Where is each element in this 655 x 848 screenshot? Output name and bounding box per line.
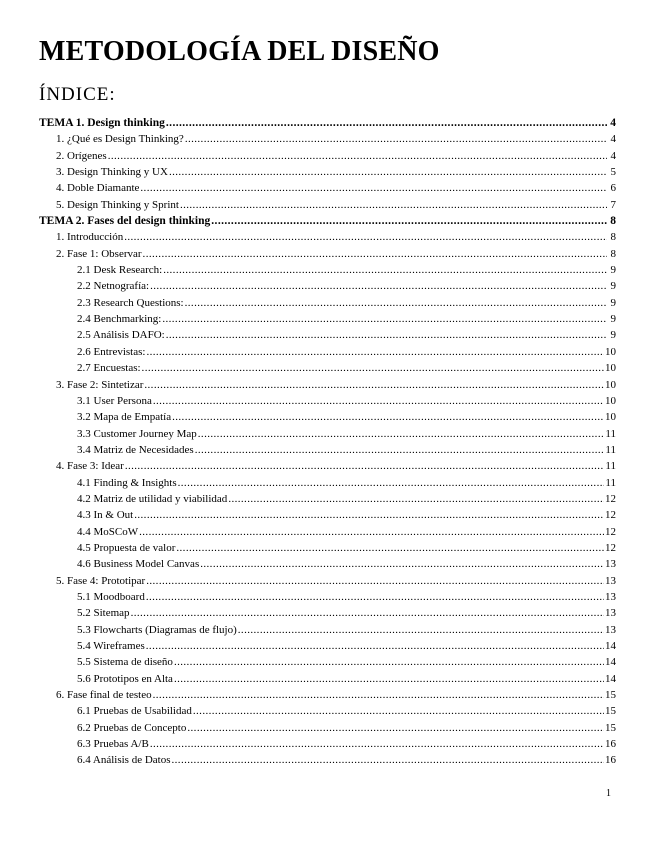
toc-entry[interactable] [39,379,616,395]
toc-dot-leader [195,444,605,456]
toc-dot-leader [146,346,604,358]
toc-entry-page: 11 [605,427,616,440]
toc-entry-page: 5 [610,166,616,179]
toc-entry[interactable] [39,182,616,198]
toc-entry[interactable] [39,133,616,149]
toc-entry-title: 5.4 Wireframes [77,640,145,652]
toc-dot-leader [139,526,604,538]
toc-entry-title: 5.3 Flowcharts (Diagramas de flujo) [77,623,237,636]
toc-entry-title: 4.2 Matriz de utilidad y viabilidad [77,492,228,505]
toc-entry[interactable] [39,575,616,591]
toc-entry-title: 1. Introducción [56,231,124,244]
toc-entry-page: 13 [605,558,616,571]
toc-entry-page: 14 [605,656,616,669]
toc-dot-leader [180,199,607,211]
toc-entry-page: 6 [610,182,616,195]
toc-entry[interactable] [39,215,616,231]
toc-entry-page: 14 [605,640,616,652]
toc-entry-title: 2.5 Análisis DAFO: [77,329,165,342]
toc-entry-title: 6.1 Pruebas de Usabilidad [77,705,192,718]
toc-dot-leader [211,215,607,227]
toc-entry-title: 2.2 Netnografía: [77,280,150,293]
toc-entry[interactable] [39,738,616,754]
toc-entry-page: 14 [605,672,616,685]
toc-entry-page: 15 [605,689,616,702]
toc-entry-title: 4.3 In & Out [77,509,134,522]
toc-entry[interactable] [39,754,616,770]
toc-entry[interactable] [39,248,616,264]
toc-entry-title: 4.4 MoSCoW [77,525,139,538]
toc-entry[interactable] [39,477,616,493]
toc-entry[interactable] [39,624,616,640]
toc-entry-page: 8 [610,215,616,228]
toc-entry-title: 3. Fase 2: Sintetizar [56,378,144,391]
toc-entry-title: 5. Design Thinking y Sprint [56,198,179,211]
toc-entry-page: 9 [610,296,616,309]
toc-entry-page: 10 [605,411,616,424]
toc-dot-leader [185,297,607,309]
toc-dot-leader [125,460,605,472]
toc-dot-leader [150,738,604,750]
toc-entry-page: 12 [605,509,616,522]
toc-entry-title: 3.3 Customer Journey Map [77,427,197,440]
toc-dot-leader [146,575,604,587]
toc-dot-leader [162,313,607,325]
toc-entry[interactable] [39,689,616,705]
toc-entry[interactable] [39,640,616,656]
toc-entry-page: 9 [610,329,616,342]
toc-entry[interactable] [39,264,616,280]
toc-entry-page: 16 [605,738,616,751]
toc-dot-leader [228,493,604,505]
toc-entry-page: 8 [610,231,616,244]
toc-entry[interactable] [39,117,616,133]
toc-entry[interactable] [39,493,616,509]
toc-dot-leader [176,542,604,554]
toc-entry-title: 2. Fase 1: Observar [56,247,142,260]
toc-dot-leader [153,395,604,407]
toc-entry[interactable] [39,705,616,721]
toc-entry-page: 10 [605,362,616,375]
toc-entry-title: 2.7 Encuestas: [77,362,141,375]
toc-entry[interactable] [39,444,616,460]
toc-entry-title: 4. Doble Diamante [56,182,140,195]
toc-dot-leader [131,607,604,619]
toc-entry-page: 16 [605,754,616,767]
toc-entry-page: 13 [605,607,616,620]
toc-entry-title: 2.4 Benchmarking: [77,313,162,326]
toc-entry-title: 2. Orígenes [56,149,107,162]
toc-entry[interactable] [39,722,616,738]
toc-dot-leader [200,558,604,570]
toc-entry[interactable] [39,542,616,558]
toc-entry-title: 6.2 Pruebas de Concepto [77,721,187,734]
toc-entry-page: 9 [610,280,616,293]
toc-dot-leader [178,477,605,489]
toc-entry-title: 5.2 Sitemap [77,607,130,620]
toc-entry[interactable] [39,656,616,672]
toc-entry-title: 4.1 Finding & Insights [77,476,177,489]
toc-entry-page: 12 [605,492,616,505]
toc-dot-leader [172,754,605,766]
toc-entry[interactable] [39,591,616,607]
toc-dot-leader [124,231,607,243]
toc-dot-leader [185,133,607,145]
toc-entry-title: 4. Fase 3: Idear [56,460,124,473]
toc-dot-leader [166,329,607,341]
toc-entry-title: 5.1 Moodboard [77,590,145,603]
toc-entry[interactable] [39,607,616,623]
toc-dot-leader [187,722,604,734]
toc-dot-leader [166,117,607,129]
toc-entry[interactable] [39,428,616,444]
toc-entry[interactable] [39,346,616,362]
toc-entry-title: 2.3 Research Questions: [77,296,184,309]
toc-entry-title: 2.6 Entrevistas: [77,345,146,358]
toc-entry-page: 13 [605,590,616,603]
toc-entry[interactable] [39,362,616,378]
toc-entry[interactable] [39,231,616,247]
toc-dot-leader [134,509,604,521]
toc-dot-leader [144,379,604,391]
toc-entry-page: 11 [605,476,616,489]
toc-entry-page: 15 [605,721,616,734]
toc-dot-leader [174,673,604,685]
toc-entry-title: 4.6 Business Model Canvas [77,558,200,571]
toc-entry[interactable] [39,166,616,182]
document-title: METODOLOGÍA DEL DISEÑO [39,36,440,67]
toc-dot-leader [146,640,604,652]
toc-entry[interactable] [39,558,616,574]
toc-entry[interactable] [39,199,616,215]
toc-dot-leader [108,150,607,162]
toc-entry-title: 3.2 Mapa de Empatía [77,411,172,424]
toc-dot-leader [198,428,605,440]
toc-entry-title: 6. Fase final de testeo [56,689,152,702]
toc-dot-leader [146,591,604,603]
toc-entry-title: 6.3 Pruebas A/B [77,738,149,751]
page-number: 1 [606,788,611,799]
toc-entry-title: 5.6 Prototipos en Alta [77,672,173,685]
toc-entry-title: TEMA 2. Fases del design thinking [39,215,211,228]
toc-entry-page: 12 [605,541,616,554]
toc-entry-page: 13 [605,623,616,636]
toc-entry-title: 1. ¿Qué es Design Thinking? [56,133,184,146]
toc-entry-page: 8 [610,247,616,260]
toc-entry-title: 5.5 Sistema de diseño [77,656,173,669]
toc-entry-page: 9 [610,264,616,277]
toc-entry-title: 2.1 Desk Research: [77,264,163,277]
toc-entry[interactable] [39,526,616,542]
toc-entry-page: 4 [610,117,616,129]
toc-entry-page: 7 [610,198,616,211]
toc-entry[interactable] [39,395,616,411]
toc-entry-page: 9 [610,313,616,326]
index-heading: ÍNDICE: [39,84,116,105]
toc-entry[interactable] [39,313,616,329]
table-of-contents [39,117,616,771]
toc-entry[interactable] [39,297,616,313]
toc-dot-leader [193,705,604,717]
toc-dot-leader [174,656,604,668]
toc-dot-leader [150,280,607,292]
toc-dot-leader [238,624,604,636]
toc-entry[interactable] [39,411,616,427]
toc-dot-leader [172,411,604,423]
toc-entry-title: 3. Design Thinking y UX [56,166,168,179]
toc-entry[interactable] [39,329,616,345]
toc-entry[interactable] [39,150,616,166]
toc-entry-page: 12 [605,525,616,538]
toc-dot-leader [169,166,607,178]
toc-entry-page: 11 [605,443,616,456]
toc-dot-leader [143,248,607,260]
toc-entry[interactable] [39,509,616,525]
toc-entry[interactable] [39,460,616,476]
toc-entry-page: 4 [610,133,616,146]
toc-entry-page: 10 [605,378,616,391]
toc-dot-leader [153,689,604,701]
toc-entry-title: 5. Fase 4: Prototipar [56,574,146,587]
toc-entry-title: 4.5 Propuesta de valor [77,541,176,554]
toc-entry-page: 15 [605,705,616,718]
toc-dot-leader [142,362,604,374]
toc-entry-page: 13 [605,574,616,587]
toc-entry[interactable] [39,280,616,296]
toc-entry[interactable] [39,673,616,689]
toc-entry-page: 4 [610,149,616,162]
toc-entry-page: 10 [605,345,616,358]
toc-dot-leader [163,264,607,276]
toc-entry-title: 3.1 User Persona [77,394,152,407]
toc-entry-page: 11 [605,460,616,473]
toc-dot-leader [140,182,607,194]
toc-entry-title: TEMA 1. Design thinking [39,117,165,129]
toc-entry-title: 3.4 Matriz de Necesidades [77,443,194,456]
toc-entry-page: 10 [605,394,616,407]
toc-entry-title: 6.4 Análisis de Datos [77,754,171,767]
